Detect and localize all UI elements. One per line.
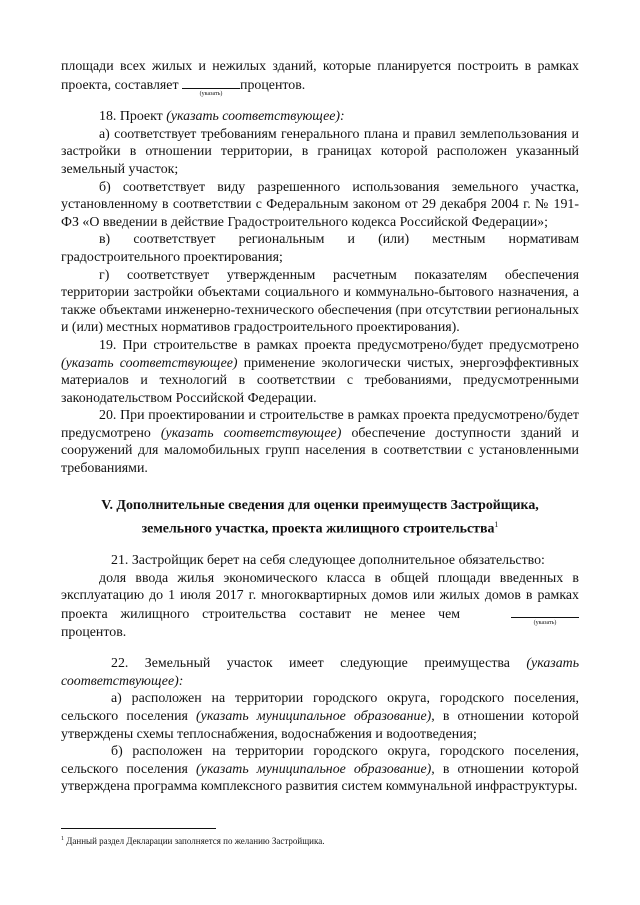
- item-19: 19. При строительстве в рамках проекта предусмотрено/будет предусмотрено (указать соответствующее) применение экологически чистых, энергоэффективных материалов и технологий в соответствии с требованиями, предусмотренными законодательством Российской Федерации.: [61, 337, 579, 406]
- italic-note: (указать соответствующее):: [61, 656, 580, 689]
- item-22b: б) расположен на территории городского округа, городского поселения, сельского поселения (указать муниципальное образование), в отношении которой утверждена программа комплексного развития систем коммунальной инфраструктуры.: [61, 744, 579, 795]
- item-18b: б) соответствует виду разрешенного использования земельного участка, установленному в соответствии с Федеральным законом от 29 декабря 2004 г. № 191-ФЗ «О введении в действие Градостроительного кодекса Российской Федерации»;: [61, 179, 579, 230]
- item-18v: в) соответствует региональным и (или) местным нормативам градостроительного проектирования;: [61, 232, 579, 265]
- blank-hint: (указать): [199, 90, 223, 97]
- percent-blank: [473, 605, 579, 627]
- footnote-divider: [61, 828, 216, 829]
- item-18a: а) соответствует требованиям генерального плана и правил землепользования и застройки в отношении территории, в границах которой расположен указанный земельный участок;: [61, 126, 579, 177]
- footnote-number: 1: [61, 836, 64, 842]
- footnote-text: Данный раздел Декларации заполняется по желанию Застройщика.: [66, 836, 325, 846]
- italic-note: (указать муниципальное образование): [196, 709, 432, 725]
- italic-note: (указать соответствующее): [160, 425, 342, 441]
- item-21-head: 21. Застройщик берет на себя следующее дополнительное обязательство:: [111, 553, 545, 569]
- footnote-marker: 1: [494, 519, 499, 529]
- document-page: [61, 58, 579, 796]
- item-18: 18. Проект (указать соответствующее):: [99, 109, 345, 125]
- blank-hint: (указать): [533, 620, 557, 627]
- item-21-body: доля ввода жилья экономического класса в общей площади введенных в эксплуатацию до 1 июля 2017 г. многоквартирных домов или жилых домов в рамках проекта жилищного строительства составит не менее чем (указать) процентов.: [61, 570, 579, 640]
- percent-blank: [182, 76, 240, 95]
- item-22: 22. Земельный участок имеет следующие преимущества (указать соответствующее):: [61, 656, 580, 689]
- item-20: 20. При проектировании и строительстве в рамках проекта предусмотрено/будет предусмотрено (указать соответствующее) обеспечение доступности зданий и сооружений для маломобильных групп населения в соответствии с установленными требованиями.: [61, 408, 579, 477]
- italic-note: (указать муниципальное образование): [196, 761, 432, 777]
- item-18g: г) соответствует утвержденным расчетным показателям обеспечения территории застройки объектами социального и коммунально-бытового назначения, а также объектами инженерно-технического обеспечения (при отсутствии региональных и (или) местных нормативов градостроительного проектирования).: [61, 267, 579, 336]
- section-heading: V. Дополнительные сведения для оценки преимуществ Застройщика, земельного участка, проекта жилищного строительства$^1$: [101, 497, 539, 537]
- italic-note: (указать соответствующее): [61, 355, 238, 371]
- intro-tail: процентов.: [240, 77, 306, 93]
- italic-note: (указать соответствующее):: [166, 109, 345, 125]
- intro-text: площади всех жилых и нежилых зданий, которые планируется построить в рамках проекта, составляет: [61, 59, 579, 93]
- intro-paragraph: [61, 58, 579, 97]
- footnote: [61, 834, 579, 847]
- item-22a: а) расположен на территории городского округа, городского поселения, сельского поселения (указать муниципальное образование), в отношении которой утверждены схемы теплоснабжения, водоснабжения и водоотведения;: [61, 691, 579, 742]
